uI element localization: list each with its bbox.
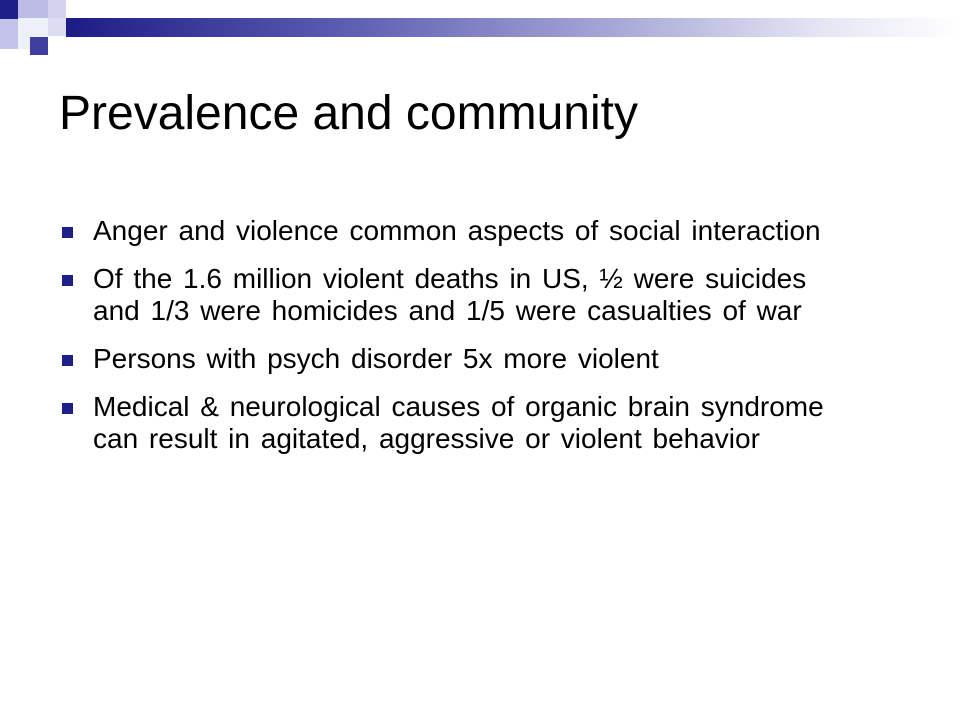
bullet-text: Medical & neurological causes of organic brain syndrome can result in agitated, aggressive or violent behavior (93, 391, 824, 454)
corner-decoration-square (30, 37, 48, 55)
bullet-item (62, 343, 862, 375)
bullet-list (62, 215, 862, 471)
square-bullet-icon (62, 355, 73, 366)
corner-decoration-square (18, 0, 48, 18)
corner-decoration-square (48, 0, 66, 18)
corner-decoration-square (0, 0, 18, 19)
bullet-text: Anger and violence common aspects of social interaction (93, 215, 821, 246)
bullet-item (62, 263, 862, 327)
slide-title: Prevalence and community (59, 87, 638, 140)
bullet-text: Persons with psych disorder 5x more violent (93, 343, 659, 374)
bullet-item (62, 215, 862, 247)
corner-decoration-square (48, 18, 66, 36)
square-bullet-icon (62, 403, 73, 414)
header-gradient-band (66, 18, 960, 37)
bullet-text: Of the 1.6 million violent deaths in US, ½ were suicides and 1/3 were homicides and 1/5 were casualties of war (93, 263, 807, 326)
square-bullet-icon (62, 275, 73, 286)
corner-decoration-square (0, 19, 18, 49)
bullet-item (62, 391, 862, 455)
square-bullet-icon (62, 227, 73, 238)
